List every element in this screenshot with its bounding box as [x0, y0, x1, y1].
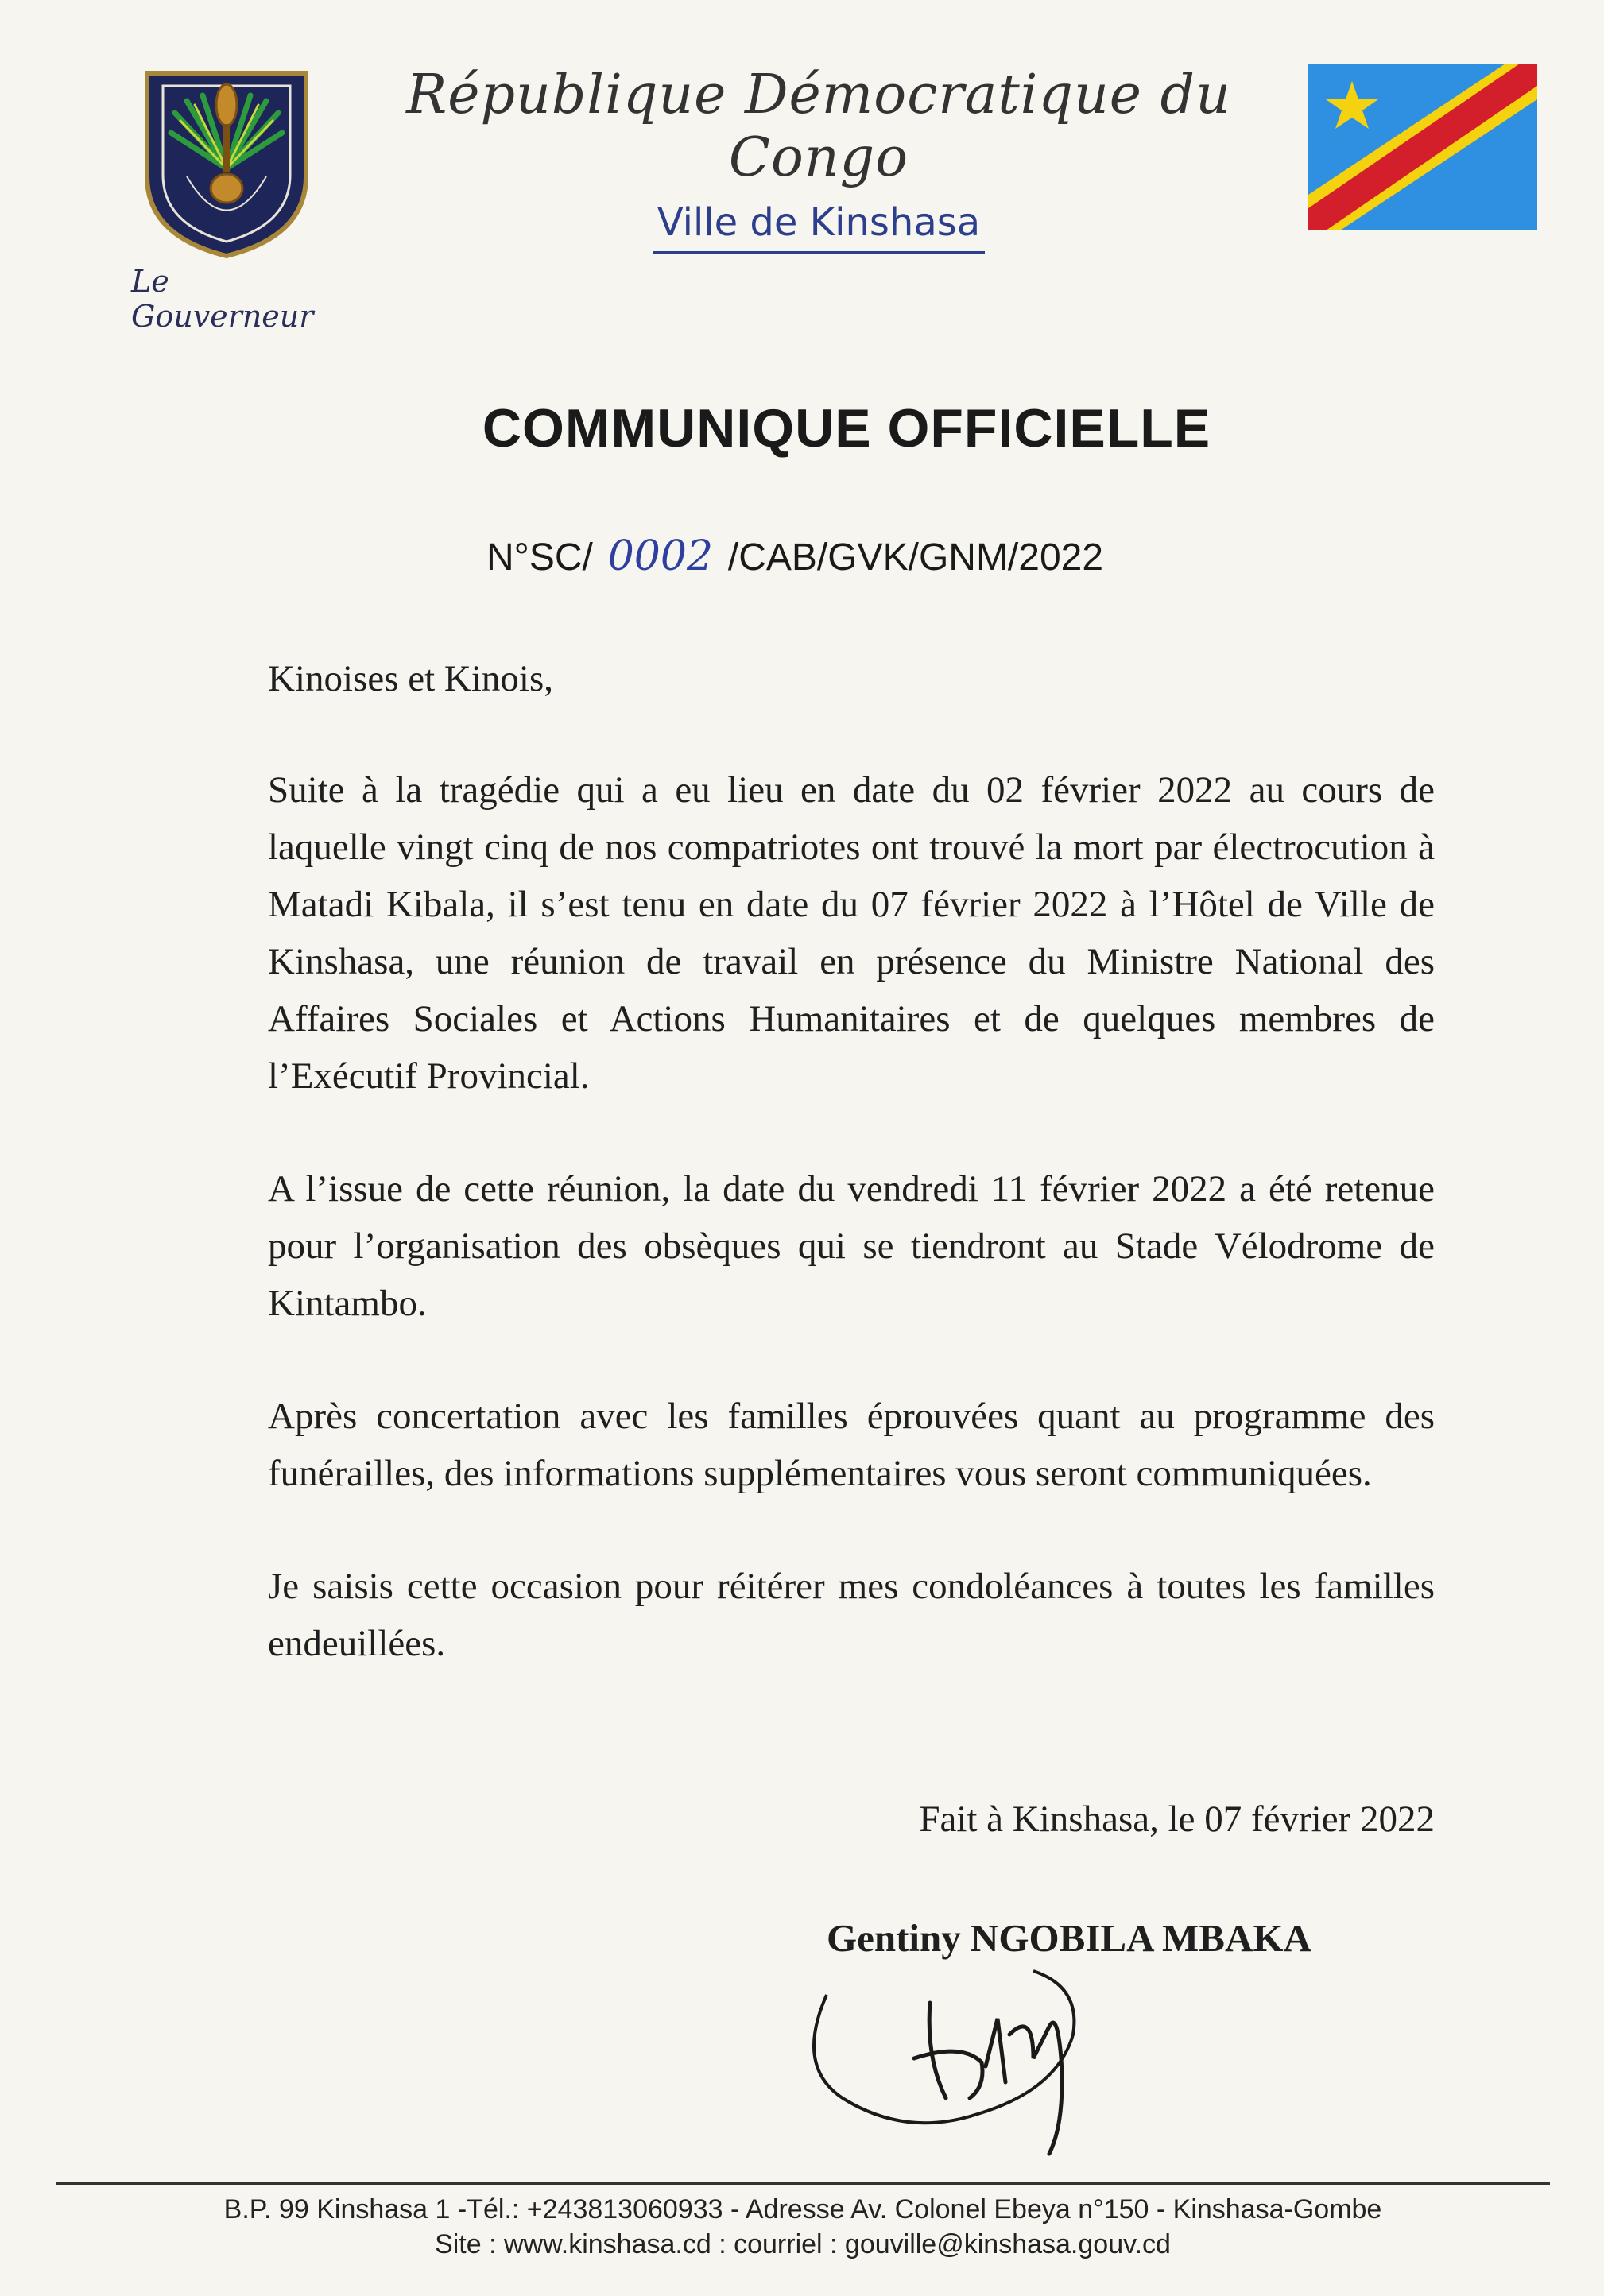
drc-flag-icon — [1308, 64, 1537, 230]
paragraph-4: Je saisis cette occasion pour réitérer mes condoléances à toutes les familles endeuillées. — [268, 1566, 1435, 1664]
governor-caption: Le Gouverneur — [131, 264, 314, 334]
paragraph-1: Suite à la tragédie qui a eu lieu en date du 02 février 2022 au cours de laquelle vingt cinq de nos compatriotes ont trouvé la mort par électrocution à Matadi Kibala, il s’est tenu en date du 07 février 2022 à l’Hôtel de Ville de Kinshasa, une réunion de travail en présence du Ministre National des Affaires Sociales et Actions Humanitaires et de quelques membres de l’Exécutif Provincial. — [268, 769, 1435, 1097]
reference-handwritten-number: 0002 — [607, 532, 714, 580]
letterhead — [382, 64, 1256, 254]
paragraph-2: A l’issue de cette réunion, la date du vendredi 11 février 2022 a été retenue pour l’organisation des obsèques qui se tiendront au Stade Vélodrome de Kintambo. — [268, 1168, 1435, 1324]
city-name: Ville de Kinshasa — [653, 200, 985, 254]
reference-suffix: /CAB/GVK/GNM/2022 — [727, 536, 1104, 579]
footer-contact — [56, 2192, 1550, 2262]
signer-name: Gentiny NGOBILA MBAKA — [827, 1916, 1311, 1960]
letter-body — [268, 650, 1435, 1672]
reference-number — [486, 532, 1103, 580]
footer-web-email: Site : www.kinshasa.cd : courriel : gouville@kinshasa.gouv.cd — [435, 2229, 1171, 2259]
footer-address: B.P. 99 Kinshasa 1 -Tél.: +243813060933 - Adresse Av. Colonel Ebeya n°150 - Kinshasa-Gombe — [223, 2194, 1382, 2224]
salutation: Kinoises et Kinois, — [268, 658, 554, 699]
document-title: COMMUNIQUE OFFICIELLE — [482, 398, 1211, 459]
kinshasa-crest-icon — [131, 57, 322, 260]
footer-divider — [56, 2182, 1550, 2185]
republic-name: République Démocratique du Congo — [406, 64, 1231, 189]
signature-icon — [795, 1939, 1208, 2162]
paragraph-3: Après concertation avec les familles éprouvées quant au programme des funérailles, des informations supplémentaires vous seront communiquées. — [268, 1396, 1435, 1494]
place-and-date: Fait à Kinshasa, le 07 février 2022 — [919, 1798, 1435, 1840]
reference-prefix: N°SC/ — [486, 536, 593, 579]
